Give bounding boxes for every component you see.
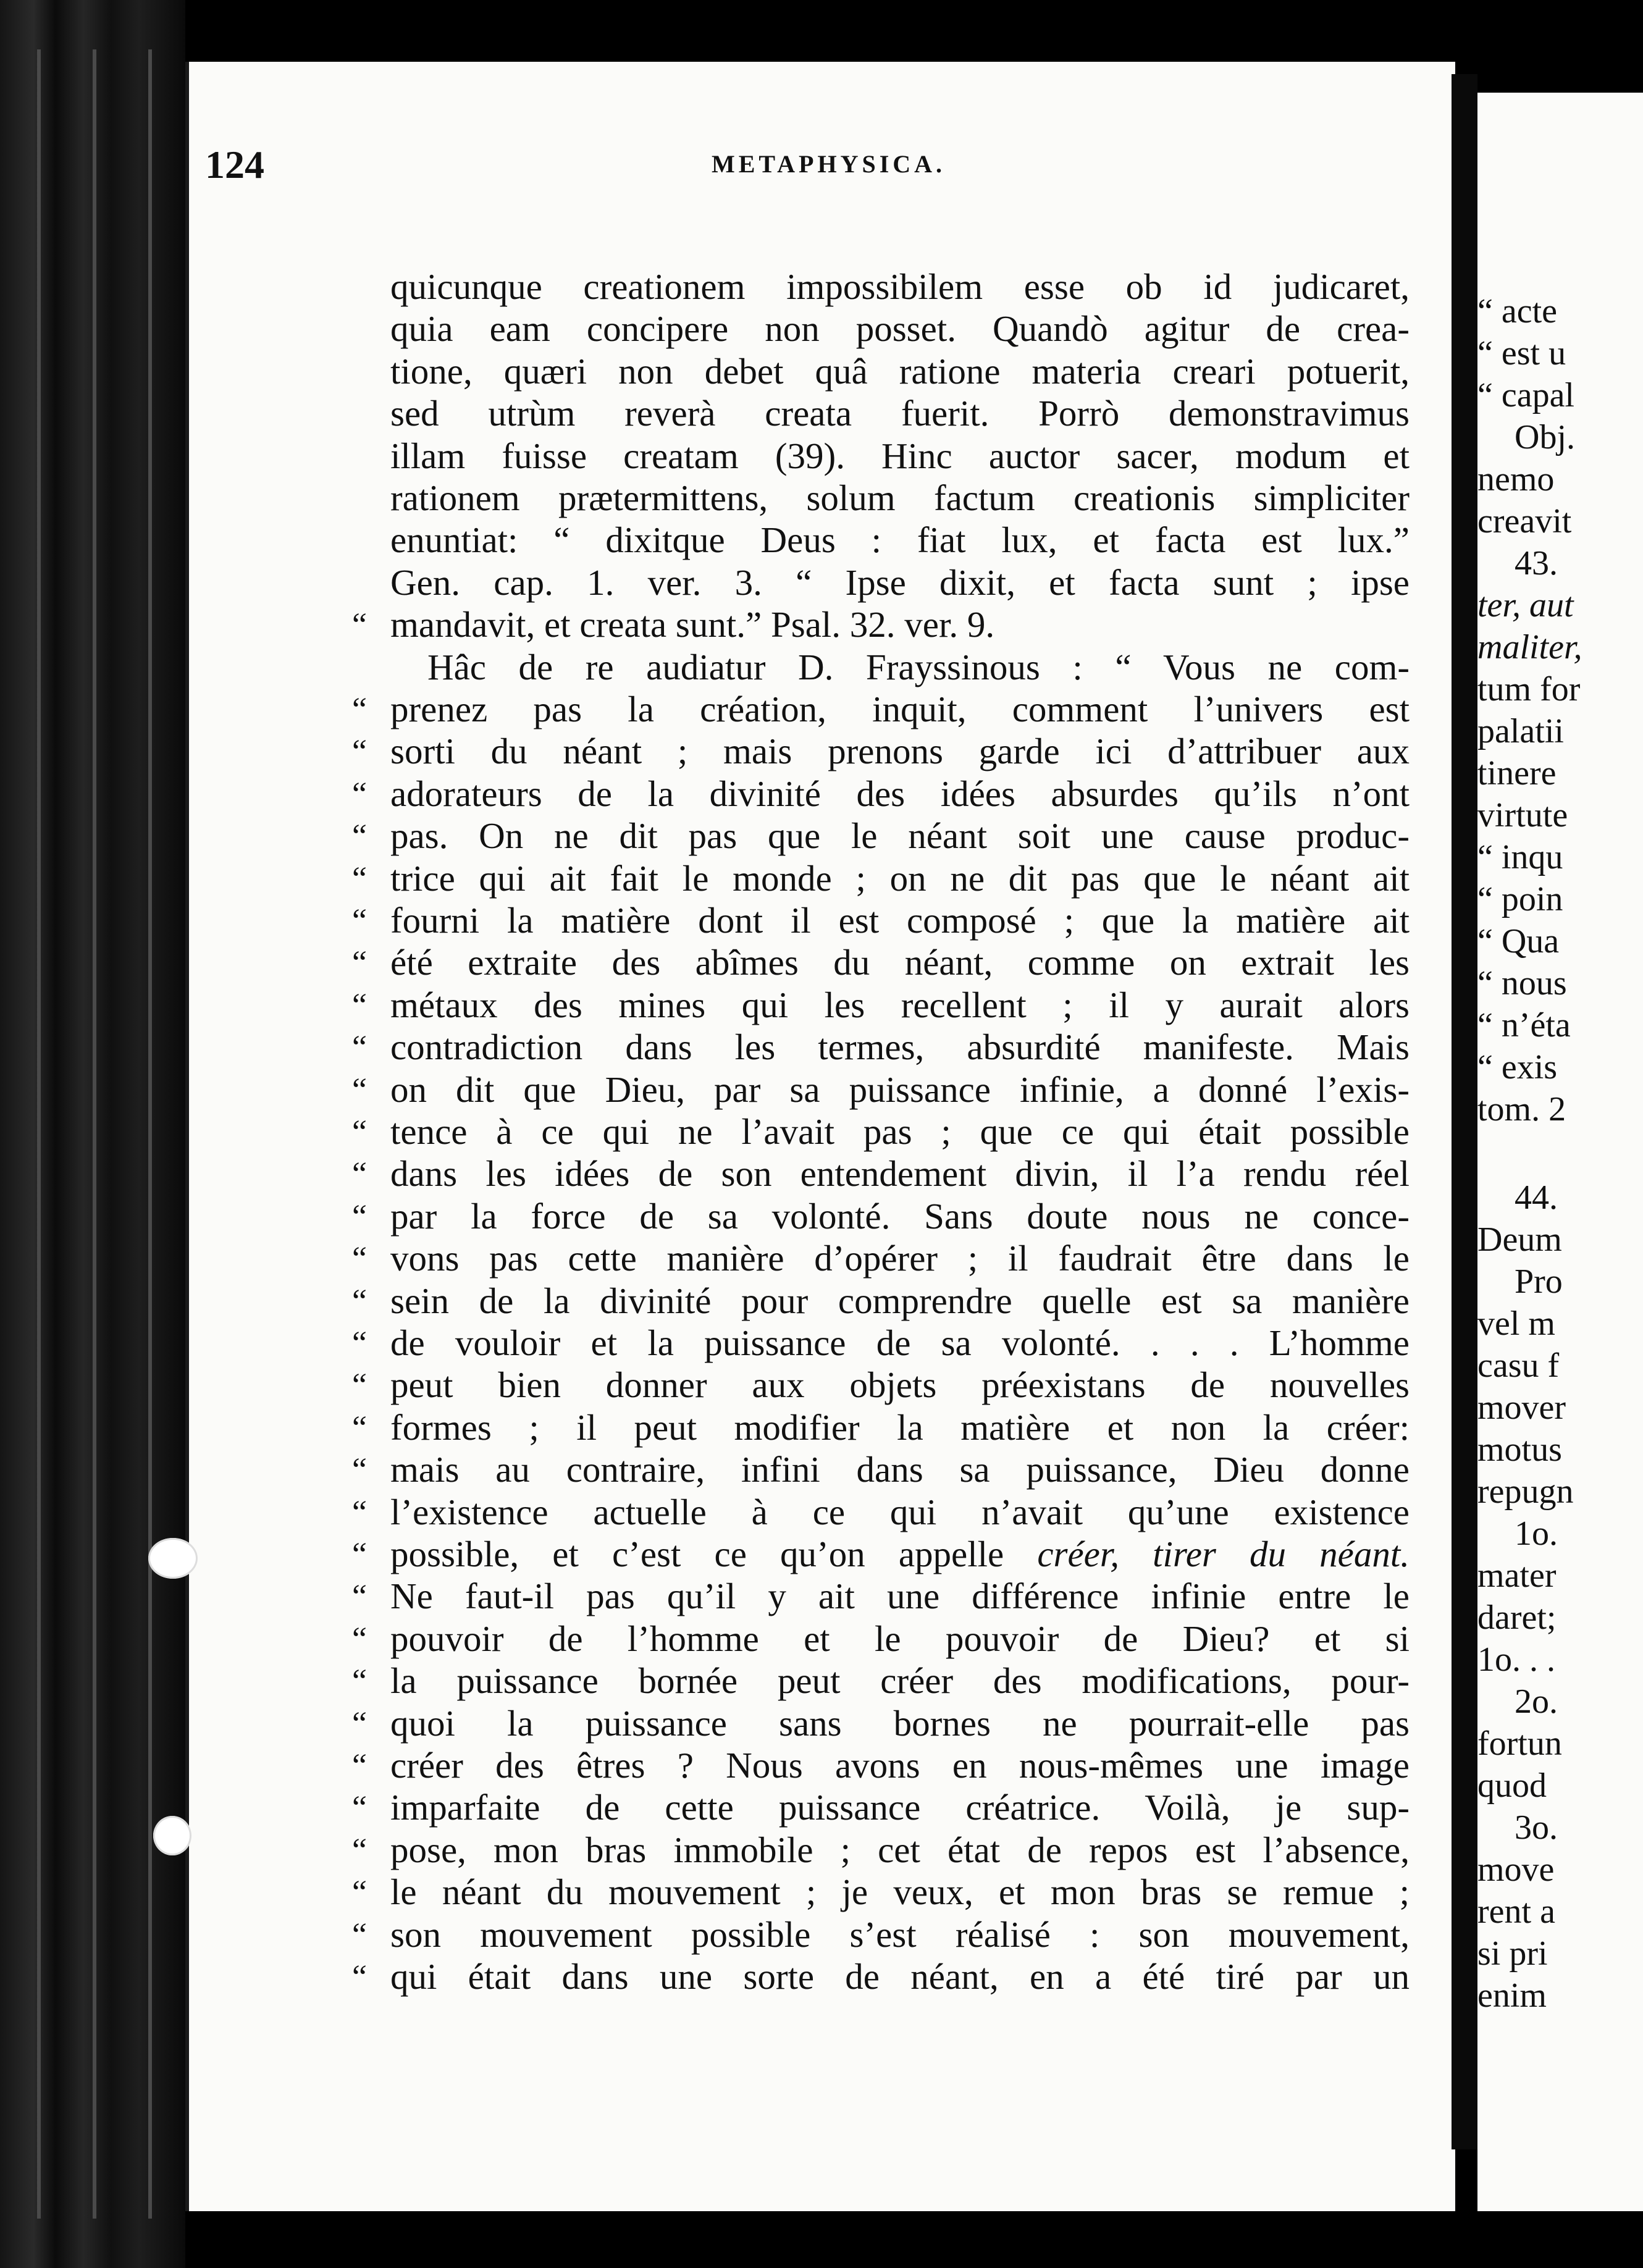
margin-quote-mark: “ xyxy=(352,1831,367,1868)
text-line xyxy=(390,899,1410,941)
margin-quote-mark: “ xyxy=(352,775,367,812)
right-page-line: 44. xyxy=(1515,1178,1558,1217)
text-line-content: enuntiat: “ dixitque Deus : fiat lux, et facta est lux.” xyxy=(390,519,1410,561)
margin-quote-mark: “ xyxy=(352,1535,367,1573)
text-line xyxy=(390,1660,1410,1702)
margin-quote-mark: “ xyxy=(352,1577,367,1615)
text-line-content: rationem prætermittens, solum factum creationis simpliciter xyxy=(390,477,1410,518)
margin-quote-mark: “ xyxy=(352,1155,367,1193)
text-line xyxy=(390,1153,1410,1195)
text-line-content: la puissance bornée peut créer des modifications, pour- xyxy=(390,1660,1410,1702)
text-line xyxy=(390,1618,1410,1660)
margin-quote-mark: “ xyxy=(352,986,367,1023)
right-page-line: “ est u xyxy=(1477,334,1566,372)
page-header xyxy=(205,142,1410,216)
margin-quote-mark: “ xyxy=(352,1451,367,1489)
text-line-content: mandavit, et creata sunt.” Psal. 32. ver. 9. xyxy=(390,604,995,645)
text-line-content: quia eam concipere non posset. Quandò agitur de crea- xyxy=(390,308,1410,350)
margin-quote-mark: “ xyxy=(352,1493,367,1531)
right-page-line: 1o. xyxy=(1515,1514,1558,1553)
spine-edge xyxy=(148,49,152,2219)
text-line xyxy=(390,1111,1410,1153)
right-page-line: vel m xyxy=(1477,1304,1555,1343)
margin-quote-mark: “ xyxy=(352,817,367,855)
margin-quote-mark: “ xyxy=(352,1366,367,1404)
text-line xyxy=(390,308,1410,350)
right-page-line: 3o. xyxy=(1515,1808,1558,1847)
right-page-line: fortun xyxy=(1477,1724,1562,1763)
margin-quote-mark: “ xyxy=(352,1789,367,1826)
right-page-line: rent a xyxy=(1477,1892,1555,1931)
text-line xyxy=(390,815,1410,857)
margin-quote-mark: “ xyxy=(352,691,367,728)
text-line xyxy=(390,392,1410,434)
text-line xyxy=(390,603,1410,645)
text-line-content: formes ; il peut modifier la matière et non la créer: xyxy=(390,1406,1410,1448)
text-line xyxy=(390,1829,1410,1871)
text-line-content: illam fuisse creatam (39). Hinc auctor sacer, modum et xyxy=(390,435,1410,476)
text-line xyxy=(390,1913,1410,1955)
right-page-line: 1o. . . xyxy=(1477,1640,1555,1679)
right-page-line: mover xyxy=(1477,1388,1566,1427)
right-page xyxy=(1477,93,1643,2211)
text-line xyxy=(390,1871,1410,1913)
margin-quote-mark: “ xyxy=(352,606,367,644)
margin-quote-mark: “ xyxy=(352,902,367,939)
text-line-content: sein de la divinité pour comprendre quelle est sa manière xyxy=(390,1280,1410,1321)
right-page-line: motus xyxy=(1477,1430,1562,1469)
text-line xyxy=(390,1364,1410,1406)
margin-quote-mark: “ xyxy=(352,1619,367,1657)
right-page-line: move xyxy=(1477,1850,1555,1889)
text-line-content: fourni la matière dont il est composé ; que la matière ait xyxy=(390,900,1410,941)
text-line xyxy=(390,688,1410,730)
right-page-line: creavit xyxy=(1477,502,1572,540)
text-line-content: par la force de sa volonté. Sans doute nous ne conce- xyxy=(390,1195,1410,1237)
text-line xyxy=(390,1955,1410,1997)
right-page-line: “ acte xyxy=(1477,292,1557,330)
text-line-content: pouvoir de l’homme et le pouvoir de Dieu? et si xyxy=(390,1618,1410,1659)
margin-quote-mark: “ xyxy=(352,1028,367,1066)
right-page-line: “ Qua xyxy=(1477,922,1560,960)
text-line xyxy=(390,350,1410,392)
text-line-content: son mouvement possible s’est réalisé : son mouvement, xyxy=(390,1913,1410,1955)
text-line-content: Hâc de re audiatur D. Frayssinous : “ Vous ne com- xyxy=(427,646,1410,687)
text-line xyxy=(390,773,1410,815)
text-line-content: on dit que Dieu, par sa puissance infinie, a donné l’exis- xyxy=(390,1069,1410,1110)
text-line-content: trice qui ait fait le monde ; on ne dit pas que le néant ait xyxy=(390,857,1410,899)
text-line xyxy=(427,646,1410,688)
right-page-line: tinere xyxy=(1477,754,1557,792)
text-line xyxy=(390,857,1410,899)
right-page-line: tom. 2 xyxy=(1477,1090,1566,1128)
text-line-content: métaux des mines qui les recellent ; il y aurait alors xyxy=(390,984,1410,1025)
margin-quote-mark: “ xyxy=(352,1873,367,1911)
margin-quote-mark: “ xyxy=(352,1324,367,1361)
text-line xyxy=(390,1702,1410,1744)
right-page-line: “ poin xyxy=(1477,880,1563,918)
text-line xyxy=(390,1026,1410,1068)
margin-quote-mark: “ xyxy=(352,1113,367,1150)
margin-quote-mark: “ xyxy=(352,733,367,770)
right-page-line: “ inqu xyxy=(1477,838,1563,876)
text-line xyxy=(390,1406,1410,1448)
italic-phrase: créer, tirer du néant. xyxy=(1037,1534,1410,1574)
text-line-content: vons pas cette manière d’opérer ; il faudrait être dans le xyxy=(390,1238,1410,1279)
right-page-line: 43. xyxy=(1515,544,1558,582)
text-line-content: le néant du mouvement ; je veux, et mon bras se remue ; xyxy=(390,1871,1410,1913)
text-line xyxy=(390,941,1410,983)
margin-quote-mark: “ xyxy=(352,1070,367,1108)
text-line xyxy=(390,1195,1410,1237)
text-line-content: tione, quæri non debet quâ ratione materia creari potuerit, xyxy=(390,350,1410,392)
right-page-line: “ exis xyxy=(1477,1048,1558,1086)
text-line-content: adorateurs de la divinité des idées absurdes qu’ils n’ont xyxy=(390,773,1410,814)
spine-edge xyxy=(37,49,41,2219)
margin-quote-mark: “ xyxy=(352,1704,367,1742)
text-line xyxy=(390,1280,1410,1322)
right-page-line: 2o. xyxy=(1515,1682,1558,1721)
margin-quote-mark: “ xyxy=(352,1747,367,1784)
text-line xyxy=(390,561,1410,603)
margin-quote-mark: “ xyxy=(352,1915,367,1953)
text-line xyxy=(390,1448,1410,1490)
text-line-content: contradiction dans les termes, absurdité manifeste. Mais xyxy=(390,1027,1410,1068)
text-line-content: de vouloir et la puissance de sa volonté. . . . L’homme xyxy=(390,1322,1410,1363)
text-line-content: dans les idées de son entendement divin, il l’a rendu réel xyxy=(390,1153,1410,1195)
text-line xyxy=(390,984,1410,1026)
right-page-line: Pro xyxy=(1515,1262,1563,1301)
right-page-line: si pri xyxy=(1477,1934,1548,1973)
text-line xyxy=(390,1237,1410,1279)
right-page-line: tum for xyxy=(1477,670,1581,708)
margin-quote-mark: “ xyxy=(352,1408,367,1446)
text-line xyxy=(390,1491,1410,1533)
text-line-content: quicunque creationem impossibilem esse ob id judicaret, xyxy=(390,266,1410,307)
text-line-content: prenez pas la création, inquit, comment l’univers est xyxy=(390,689,1410,729)
text-line xyxy=(390,1786,1410,1828)
right-page-line: repugn xyxy=(1477,1472,1574,1511)
text-line xyxy=(390,519,1410,561)
text-line-content: peut bien donner aux objets préexistans de nouvelles xyxy=(390,1364,1410,1406)
margin-quote-mark: “ xyxy=(352,1197,367,1235)
spine-edge xyxy=(93,49,96,2219)
margin-quote-mark: “ xyxy=(352,1958,367,1995)
text-line xyxy=(390,1575,1410,1617)
text-line-content: mais au contraire, infini dans sa puissance, Dieu donne xyxy=(390,1449,1410,1490)
text-line-content: été extraite des abîmes du néant, comme on extrait les xyxy=(390,942,1410,983)
text-line-content: sorti du néant ; mais prenons garde ici d’attribuer aux xyxy=(390,731,1410,772)
page-number: 124 xyxy=(205,143,264,187)
text-line-content: imparfaite de cette puissance créatrice. Voilà, je sup- xyxy=(390,1787,1410,1828)
text-line-content: qui était dans une sorte de néant, en a été tiré par un xyxy=(390,1956,1410,1997)
right-page-line: mater xyxy=(1477,1556,1557,1595)
right-page-line: “ capal xyxy=(1477,376,1574,414)
paper-blemish xyxy=(153,1816,191,1855)
margin-quote-mark: “ xyxy=(352,1282,367,1319)
right-page-line: quod xyxy=(1477,1766,1547,1805)
text-line xyxy=(390,730,1410,772)
margin-quote-mark: “ xyxy=(352,859,367,897)
page-gutter xyxy=(1452,74,1477,2149)
text-line-content: quoi la puissance sans bornes ne pourrait-elle pas xyxy=(390,1702,1410,1744)
right-page-line: enim xyxy=(1477,1976,1547,2015)
right-page-line: daret; xyxy=(1477,1598,1557,1637)
text-line-content: Gen. cap. 1. ver. 3. “ Ipse dixit, et facta sunt ; ipse xyxy=(390,561,1410,603)
right-page-line: palatii xyxy=(1477,712,1564,750)
margin-quote-mark: “ xyxy=(352,1240,367,1277)
text-line xyxy=(390,435,1410,477)
margin-quote-mark: “ xyxy=(352,1662,367,1700)
text-line-content: pas. On ne dit pas que le néant soit une cause produc- xyxy=(390,815,1410,857)
text-line xyxy=(390,1322,1410,1364)
text-line-content: Ne faut-il pas qu’il y ait une différence infinie entre le xyxy=(390,1576,1410,1617)
text-line-content: l’existence actuelle à ce qui n’avait qu’une existence xyxy=(390,1491,1410,1532)
right-page-line: ter, aut xyxy=(1477,586,1574,624)
text-line xyxy=(390,477,1410,519)
margin-quote-mark: “ xyxy=(352,944,367,981)
right-page-line: “ nous xyxy=(1477,964,1567,1002)
text-line-content: créer des êtres ? Nous avons en nous-mêmes une image xyxy=(390,1745,1410,1786)
right-page-line: Obj. xyxy=(1515,418,1575,456)
text-line-content: pose, mon bras immobile ; cet état de repos est l’absence, xyxy=(390,1829,1410,1870)
book-spine xyxy=(0,0,185,2268)
text-line-content: possible, et c’est ce qu’on appelle xyxy=(390,1534,1038,1574)
right-page-line: nemo xyxy=(1477,460,1555,498)
right-page-line: casu f xyxy=(1477,1346,1560,1385)
right-page-line: Deum xyxy=(1477,1220,1562,1259)
paper-blemish xyxy=(148,1538,198,1579)
right-page-line: maliter, xyxy=(1477,628,1582,666)
text-line xyxy=(390,266,1410,308)
running-title: METAPHYSICA. xyxy=(712,150,946,178)
right-page-line: virtute xyxy=(1477,796,1568,834)
right-page-line: “ n’éta xyxy=(1477,1006,1571,1044)
text-line xyxy=(390,1744,1410,1786)
text-line xyxy=(390,1533,1410,1575)
text-line-content: sed utrùm reverà creata fuerit. Porrò demonstravimus xyxy=(390,393,1410,434)
text-line-content: tence à ce qui ne l’avait pas ; que ce qui était possible xyxy=(390,1111,1410,1152)
text-line xyxy=(390,1069,1410,1111)
